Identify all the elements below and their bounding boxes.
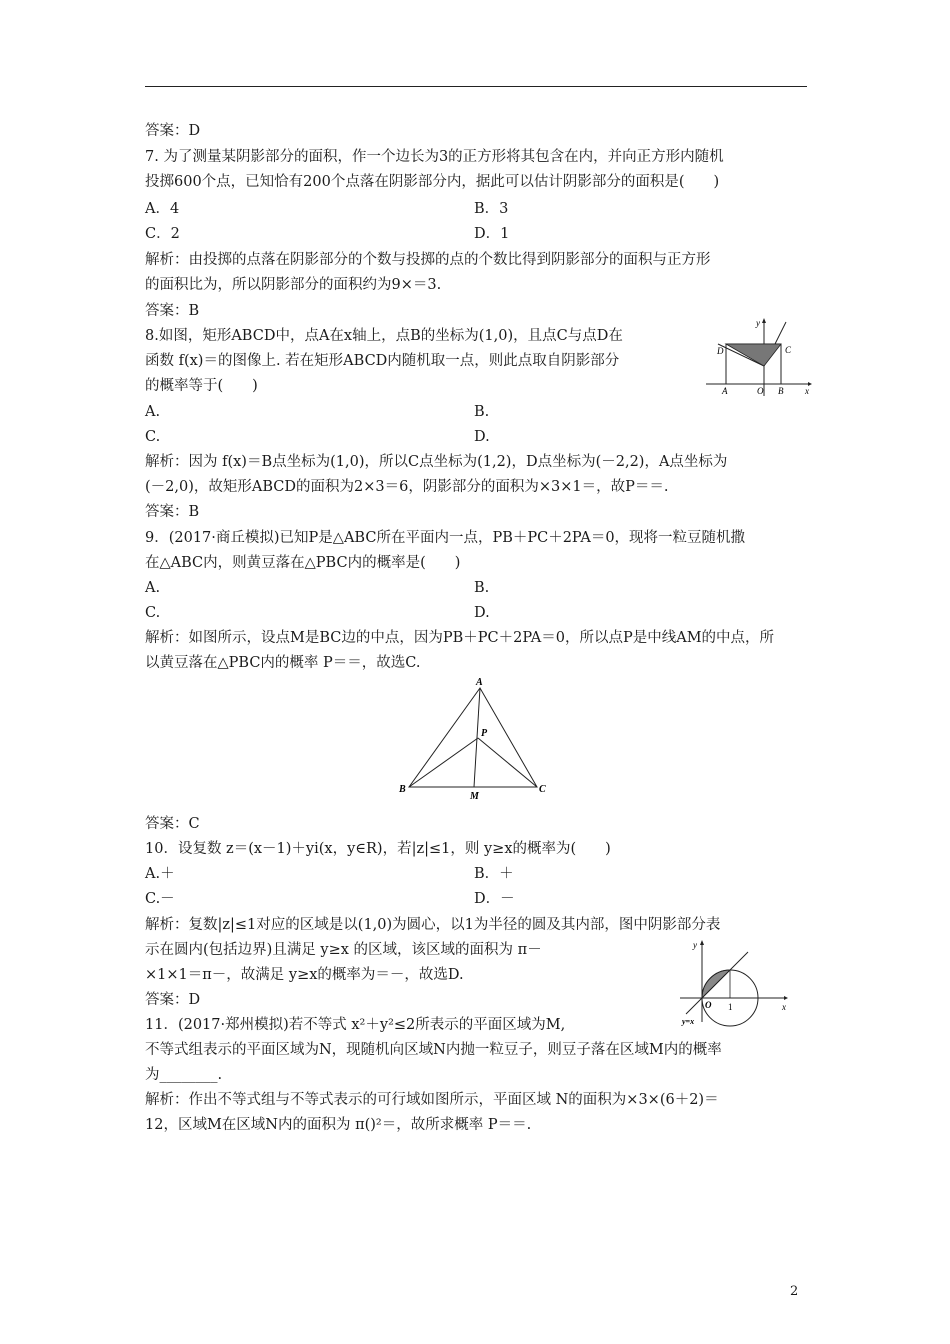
label-b: B bbox=[399, 784, 406, 795]
q7-stem-1: 7. 为了测量某阴影部分的面积，作一个边长为3的正方形将其包含在内，并向正方形内随机 bbox=[145, 149, 724, 165]
answer-6: 答案：D bbox=[145, 123, 201, 139]
q9-stem-2: 在△ABC内，则黄豆落在△PBC内的概率是( ) bbox=[145, 555, 461, 571]
label-c: C bbox=[539, 784, 546, 795]
q8-stem-1: 8.如图，矩形ABCD中，点A在x轴上，点B的坐标为(1,0)，且点C与点D在 bbox=[145, 328, 623, 344]
median-am bbox=[474, 688, 480, 787]
q10-analysis-2: 示在圆内(包括边界)且满足 y≥x 的区域，该区域的面积为 π－ bbox=[145, 942, 542, 958]
q11-stem-3: 为________. bbox=[145, 1067, 223, 1083]
answer-9: 答案：C bbox=[145, 816, 200, 832]
q10-analysis-3: ×1×1＝π－，故满足 y≥x的概率为＝－，故选D. bbox=[145, 967, 464, 983]
q10-option-a: A.＋ bbox=[145, 866, 175, 882]
q7-option-c: C．2 bbox=[145, 226, 180, 242]
label-x: x bbox=[782, 1002, 786, 1012]
y-axis-arrow bbox=[762, 318, 766, 323]
q11-analysis-2: 12，区域M在区域N内的面积为 π()²＝，故所求概率 P＝＝. bbox=[145, 1117, 532, 1133]
label-d: D bbox=[717, 346, 724, 356]
label-m: M bbox=[470, 791, 479, 802]
label-one: 1 bbox=[728, 1002, 733, 1012]
label-c: C bbox=[785, 345, 792, 355]
q8-analysis-2: (－2,0)，故矩形ABCD的面积为2×3＝6，阴影部分的面积为×3×1＝，故P＝＝. bbox=[145, 479, 669, 495]
q10-option-b: B．＋ bbox=[474, 866, 514, 882]
y-axis-arrow bbox=[700, 940, 704, 945]
label-y: y bbox=[693, 940, 697, 950]
label-o: O bbox=[705, 1000, 712, 1010]
q10-stem: 10．设复数 z＝(x－1)＋yi(x，y∈R)，若|z|≤1，则 y≥x的概率为( ) bbox=[145, 841, 611, 857]
page-number: 2 bbox=[790, 1284, 799, 1299]
q8-figure bbox=[704, 316, 814, 398]
header-rule bbox=[145, 86, 807, 87]
q9-option-a: A. bbox=[145, 580, 161, 596]
segment-pb bbox=[409, 738, 478, 787]
label-a: A bbox=[722, 386, 728, 396]
q10-option-d: D．－ bbox=[474, 891, 515, 907]
q10-figure bbox=[676, 936, 796, 1028]
label-b: B bbox=[778, 386, 784, 396]
answer-8: 答案：B bbox=[145, 504, 200, 520]
q8-option-d: D. bbox=[474, 429, 490, 445]
shaded-region bbox=[726, 344, 781, 366]
q8-stem-2: 函数 f(x)＝的图像上. 若在矩形ABCD内随机取一点，则此点取自阴影部分 bbox=[145, 353, 620, 369]
q7-option-a: A．4 bbox=[145, 201, 180, 217]
q9-stem-1: 9．(2017·商丘模拟)已知P是△ABC所在平面内一点，PB＋PC＋2PA＝0，现将一粒豆随机撒 bbox=[145, 530, 746, 546]
q7-stem-2: 投掷600个点，已知恰有200个点落在阴影部分内，据此可以估计阴影部分的面积是( ) bbox=[145, 174, 720, 190]
answer-7: 答案：B bbox=[145, 303, 200, 319]
q9-option-b: B. bbox=[474, 580, 490, 596]
x-axis-arrow bbox=[784, 996, 788, 1000]
label-y: y bbox=[756, 318, 760, 328]
q11-stem-1: 11．(2017·郑州模拟)若不等式 x²＋y²≤2所表示的平面区域为M, bbox=[145, 1017, 566, 1033]
q8-option-a: A. bbox=[145, 404, 161, 420]
label-o: O bbox=[757, 386, 764, 396]
q8-analysis-1: 解析：因为 f(x)＝B点坐标为(1,0)，所以C点坐标为(1,2)，D点坐标为(－2,2)，A点坐标为 bbox=[145, 454, 728, 470]
q8-stem-3: 的概率等于( ) bbox=[145, 378, 258, 394]
q8-option-c: C. bbox=[145, 429, 161, 445]
line-y-equals-x bbox=[686, 952, 748, 1014]
label-y-equals-x: y=x bbox=[682, 1017, 695, 1026]
triangle-abc bbox=[409, 688, 537, 787]
q10-analysis-1: 解析：复数|z|≤1对应的区域是以(1,0)为圆心，以1为半径的圆及其内部，图中阴影部分表 bbox=[145, 917, 721, 933]
q9-analysis-1: 解析：如图所示，设点M是BC边的中点，因为PB＋PC＋2PA＝0，所以点P是中线AM的中点，所 bbox=[145, 630, 775, 646]
q9-option-d: D. bbox=[474, 605, 490, 621]
q9-analysis-2: 以黄豆落在△PBC内的概率 P＝＝，故选C. bbox=[145, 655, 421, 671]
q11-stem-2: 不等式组表示的平面区域为N，现随机向区域N内抛一粒豆子，则豆子落在区域M内的概率 bbox=[145, 1042, 722, 1058]
q7-analysis-2: 的面积比为，所以阴影部分的面积约为9×＝3. bbox=[145, 277, 442, 293]
q7-option-d: D．1 bbox=[474, 226, 510, 242]
segment-pc bbox=[478, 738, 537, 787]
q7-analysis-1: 解析：由投掷的点落在阴影部分的个数与投掷的点的个数比得到阴影部分的面积与正方形 bbox=[145, 252, 711, 268]
q10-option-c: C.－ bbox=[145, 891, 175, 907]
q11-analysis-1: 解析：作出不等式组与不等式表示的可行域如图所示，平面区域 N的面积为×3×(6＋2)＝ bbox=[145, 1092, 719, 1108]
q9-figure bbox=[396, 674, 556, 804]
q7-option-b: B．3 bbox=[474, 201, 509, 217]
label-p: P bbox=[481, 728, 488, 739]
q9-option-c: C. bbox=[145, 605, 161, 621]
answer-10: 答案：D bbox=[145, 992, 201, 1008]
label-a: A bbox=[476, 677, 483, 688]
label-x: x bbox=[805, 386, 809, 396]
q8-option-b: B. bbox=[474, 404, 490, 420]
